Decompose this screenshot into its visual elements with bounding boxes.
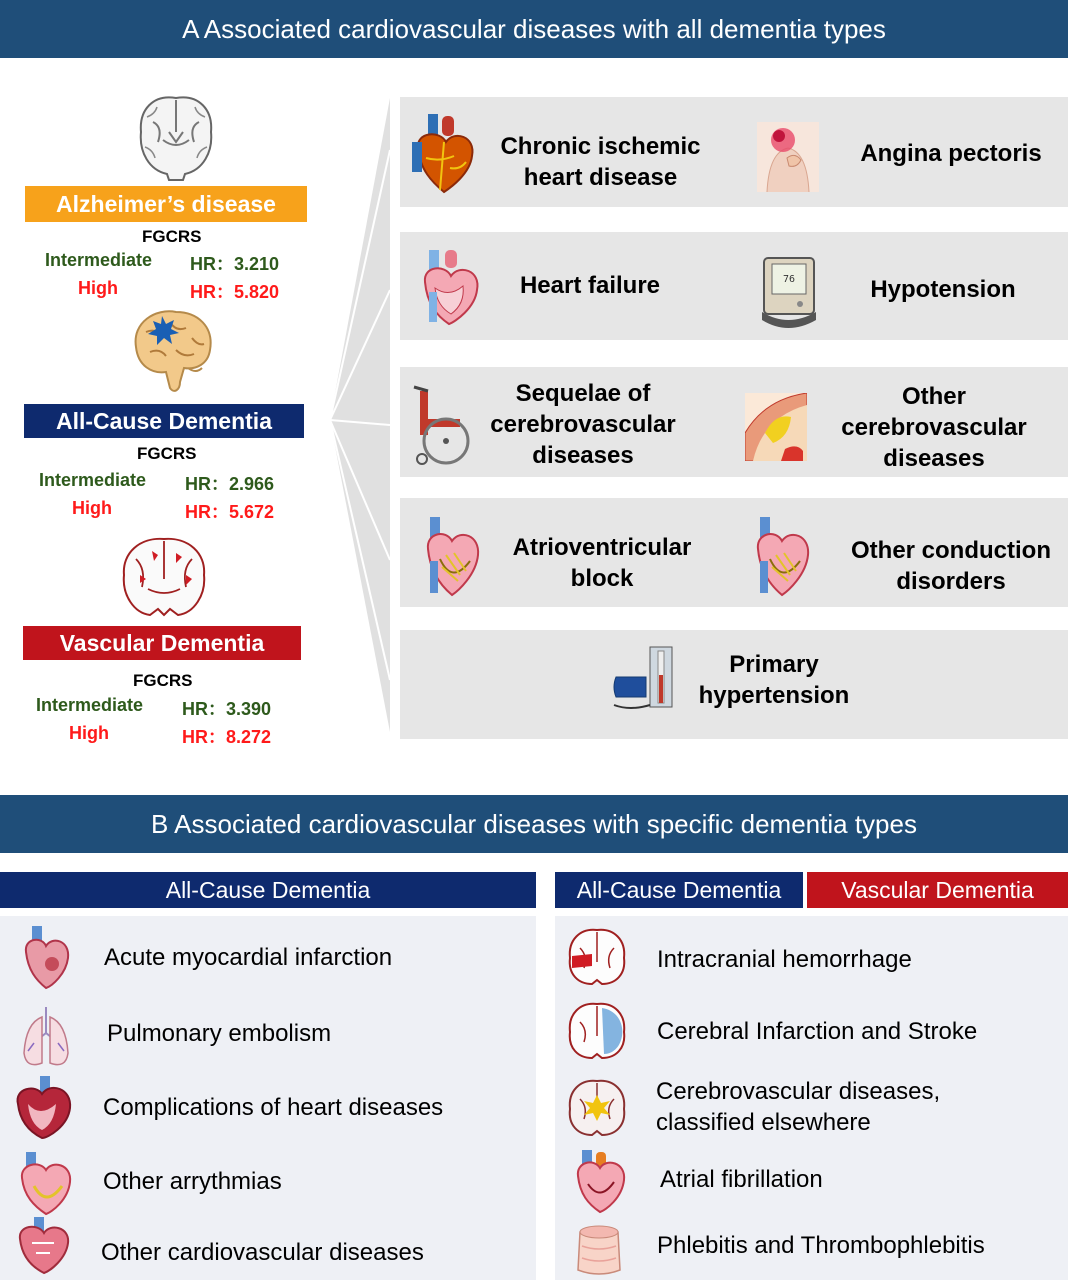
brain-vascular-icon xyxy=(118,535,210,619)
sequelae-text: Sequelae of cerebrovascular diseases xyxy=(490,380,676,469)
blood-pressure-monitor-icon xyxy=(758,250,820,328)
alzheimer-label: Alzheimer’s disease xyxy=(25,186,307,222)
left-item-2: Pulmonary embolism xyxy=(107,1020,332,1047)
av-block-text: Atrioventricular block xyxy=(512,534,692,592)
right-column-header-all-cause: All-Cause Dementia xyxy=(555,872,803,908)
all-cause-high-hr: HR：5.672 xyxy=(185,502,275,522)
heart-complication-icon xyxy=(10,1074,74,1140)
wheelchair-icon xyxy=(410,385,472,467)
all-cause-label: All-Cause Dementia xyxy=(24,404,304,438)
cardiovascular-heart-icon xyxy=(14,1215,72,1275)
all-cause-score: FGCRS xyxy=(137,444,197,463)
vascular-label: Vascular Dementia xyxy=(23,626,301,660)
vein-icon xyxy=(570,1220,628,1276)
arrhythmia-heart-icon xyxy=(16,1150,74,1216)
sphygmomanometer-icon xyxy=(610,645,684,715)
stroke-brain-icon xyxy=(566,1000,628,1062)
alzheimer-intermediate-label: Intermediate xyxy=(45,250,153,270)
all-cause-intermediate-hr: HR：2.966 xyxy=(185,474,275,494)
alzheimer-high-label: High xyxy=(78,278,118,298)
connector-fan xyxy=(300,90,400,740)
artery-plaque-icon xyxy=(745,393,807,461)
right-item-2: Cerebral Infarction and Stroke xyxy=(657,1018,978,1045)
right-column-header-vascular: Vascular Dementia xyxy=(807,872,1068,908)
conduction-heart-icon-2 xyxy=(750,515,812,599)
heart-failure-icon xyxy=(415,248,483,326)
conduction-heart-icon xyxy=(420,515,482,599)
right-item-5: Phlebitis and Thrombophlebitis xyxy=(657,1232,985,1259)
alzheimer-high-hr: HR：5.820 xyxy=(190,282,280,302)
vascular-high-label: High xyxy=(69,723,109,743)
left-item-5: Other cardiovascular diseases xyxy=(101,1239,424,1266)
angina-text: Angina pectoris xyxy=(860,140,1042,167)
section-a-title: A Associated cardiovascular diseases with all dementia types xyxy=(0,0,1068,58)
other-conduction-text: Other conduction disorders xyxy=(851,537,1051,595)
vascular-intermediate-hr: HR：3.390 xyxy=(182,699,272,719)
hypertension-text: Primary hypertension xyxy=(698,651,850,709)
atrial-fibrillation-heart-icon xyxy=(572,1148,628,1214)
right-item-3: Cerebrovascular diseases, classified elsewhere xyxy=(656,1078,941,1136)
brain-side-icon xyxy=(126,302,218,398)
alzheimer-intermediate-hr: HR：3.210 xyxy=(190,254,280,274)
alzheimer-score: FGCRS xyxy=(142,227,202,246)
hypotension-text: Hypotension xyxy=(870,276,1016,303)
chest-pain-icon xyxy=(757,122,819,192)
heart-failure-text: Heart failure xyxy=(519,272,661,299)
left-item-4: Other arrythmias xyxy=(103,1168,282,1195)
left-item-3: Complications of heart diseases xyxy=(103,1094,444,1121)
brain-coronal-icon xyxy=(133,92,219,182)
vascular-intermediate-label: Intermediate xyxy=(36,695,144,715)
all-cause-intermediate-label: Intermediate xyxy=(39,470,147,490)
left-item-1: Acute myocardial infarction xyxy=(104,944,393,971)
all-cause-high-label: High xyxy=(72,498,112,518)
vascular-high-hr: HR：8.272 xyxy=(182,727,272,747)
vascular-score: FGCRS xyxy=(133,671,193,690)
cerebrovascular-brain-icon xyxy=(566,1077,628,1139)
chronic-ischemic-text: Chronic ischemic heart disease xyxy=(500,133,701,191)
left-column-header: All-Cause Dementia xyxy=(0,872,536,908)
lungs-icon xyxy=(20,1003,72,1071)
heart-anatomy-icon xyxy=(410,112,478,194)
other-cerebro-text: Other cerebrovascular diseases xyxy=(841,383,1027,472)
hemorrhage-brain-icon xyxy=(566,926,628,988)
right-item-1: Intracranial hemorrhage xyxy=(657,946,912,973)
myocardial-infarction-icon xyxy=(18,924,74,990)
svg-text:76: 76 xyxy=(782,274,796,285)
right-item-4: Atrial fibrillation xyxy=(660,1166,823,1193)
section-b-title: B Associated cardiovascular diseases with specific dementia types xyxy=(0,795,1068,853)
